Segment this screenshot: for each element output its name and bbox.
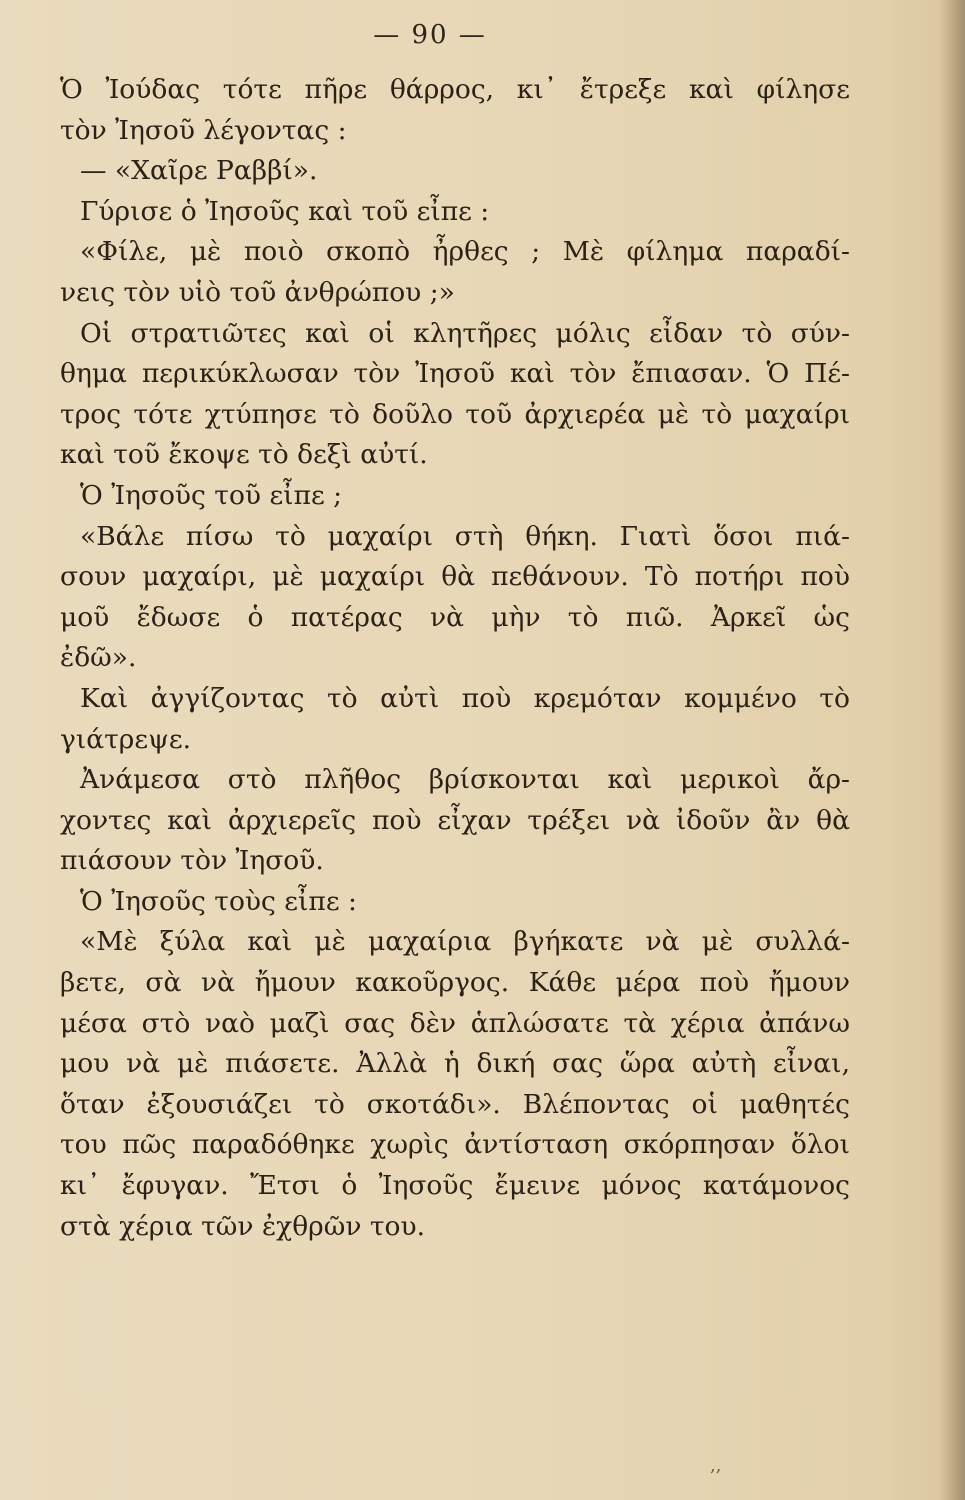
text-line: βετε, σὰ νὰ ἤμουν κακοῦργος. Κάθε μέρα ποὺ ἤμουν <box>60 967 850 999</box>
text-line: τρος τότε χτύπησε τὸ δοῦλο τοῦ ἀρχιερέα μὲ τὸ μαχαίρι <box>60 398 850 430</box>
text-line: Οἱ στρατιῶτες καὶ οἱ κλητῆρες μόλις εἶδαν τὸ σύν- <box>80 317 850 349</box>
text-line: Γύρισε ὁ Ἰησοῦς καὶ τοῦ εἶπε : <box>80 195 490 227</box>
text-line: Καὶ ἀγγίζοντας τὸ αὐτὶ ποὺ κρεμόταν κομμένο τὸ <box>80 682 850 714</box>
page-number: — 90 — <box>373 20 487 50</box>
text-line: Ὁ Ἰησοῦς τοὺς εἶπε : <box>80 885 357 917</box>
text-line: — «Χαῖρε Ραββί». <box>80 155 318 187</box>
body-text <box>60 70 850 1247</box>
text-line: κι᾽ ἔφυγαν. Ἔτσι ὁ Ἰησοῦς ἔμεινε μόνος κατάμονος <box>60 1170 850 1202</box>
margin-smudge-mark: ,, <box>710 1455 722 1476</box>
text-line: «Βάλε πίσω τὸ μαχαίρι στὴ θήκη. Γιατὶ ὅσοι πιά- <box>80 520 850 552</box>
text-line: Ὁ Ἰούδας τότε πῆρε θάρρος, κι᾽ ἔτρεξε καὶ φίλησε <box>60 74 850 105</box>
text-line: καὶ τοῦ ἔκοψε τὸ δεξὶ αὐτί. <box>60 439 428 471</box>
text-line: Ὁ Ἰησοῦς τοῦ εἶπε ; <box>80 479 343 511</box>
text-line: πιάσουν τὸν Ἰησοῦ. <box>60 845 324 877</box>
text-line: μέσα στὸ ναὸ μαζὶ σας δὲν ἁπλώσατε τὰ χέρια ἀπάνω <box>60 1007 850 1039</box>
text-line: χοντες καὶ ἀρχιερεῖς ποὺ εἶχαν τρέξει νὰ ἰδοῦν ἂν θὰ <box>60 804 850 836</box>
text-line: νεις τὸν υἱὸ τοῦ ἀνθρώπου ;» <box>60 276 455 308</box>
text-line: στὰ χέρια τῶν ἐχθρῶν του. <box>60 1210 426 1242</box>
text-line: μοῦ ἔδωσε ὁ πατέρας νὰ μὴν τὸ πιῶ. Ἀρκεῖ ὡς <box>60 601 850 633</box>
text-line: τὸν Ἰησοῦ λέγοντας : <box>60 114 347 146</box>
text-line: θημα περικύκλωσαν τὸν Ἰησοῦ καὶ τὸν ἔπιασαν. Ὁ Πέ- <box>60 358 850 390</box>
text-line: μου νὰ μὲ πιάσετε. Ἀλλὰ ἡ δική σας ὥρα αὐτὴ εἶναι, <box>60 1048 850 1080</box>
text-line: Ἀνάμεσα στὸ πλῆθος βρίσκονται καὶ μερικοὶ ἄρ- <box>80 764 850 796</box>
text-line: σουν μαχαίρι, μὲ μαχαίρι θὰ πεθάνουν. Τὸ ποτήρι ποὺ <box>60 561 850 593</box>
text-line: γιάτρεψε. <box>60 723 192 755</box>
text-line: «Μὲ ξύλα καὶ μὲ μαχαίρια βγήκατε νὰ μὲ συλλά- <box>80 926 850 958</box>
text-line: «Φίλε, μὲ ποιὸ σκοπὸ ἦρθες ; Μὲ φίλημα παραδί- <box>80 236 850 268</box>
text-line: του πῶς παραδόθηκε χωρὶς ἀντίσταση σκόρπησαν ὅλοι <box>60 1129 850 1161</box>
text-line: ἐδῶ». <box>60 642 137 674</box>
text-line: ὅταν ἐξουσιάζει τὸ σκοτάδι». Βλέποντας οἱ μαθητές <box>60 1088 850 1120</box>
page-edge-shadow <box>939 0 965 1500</box>
